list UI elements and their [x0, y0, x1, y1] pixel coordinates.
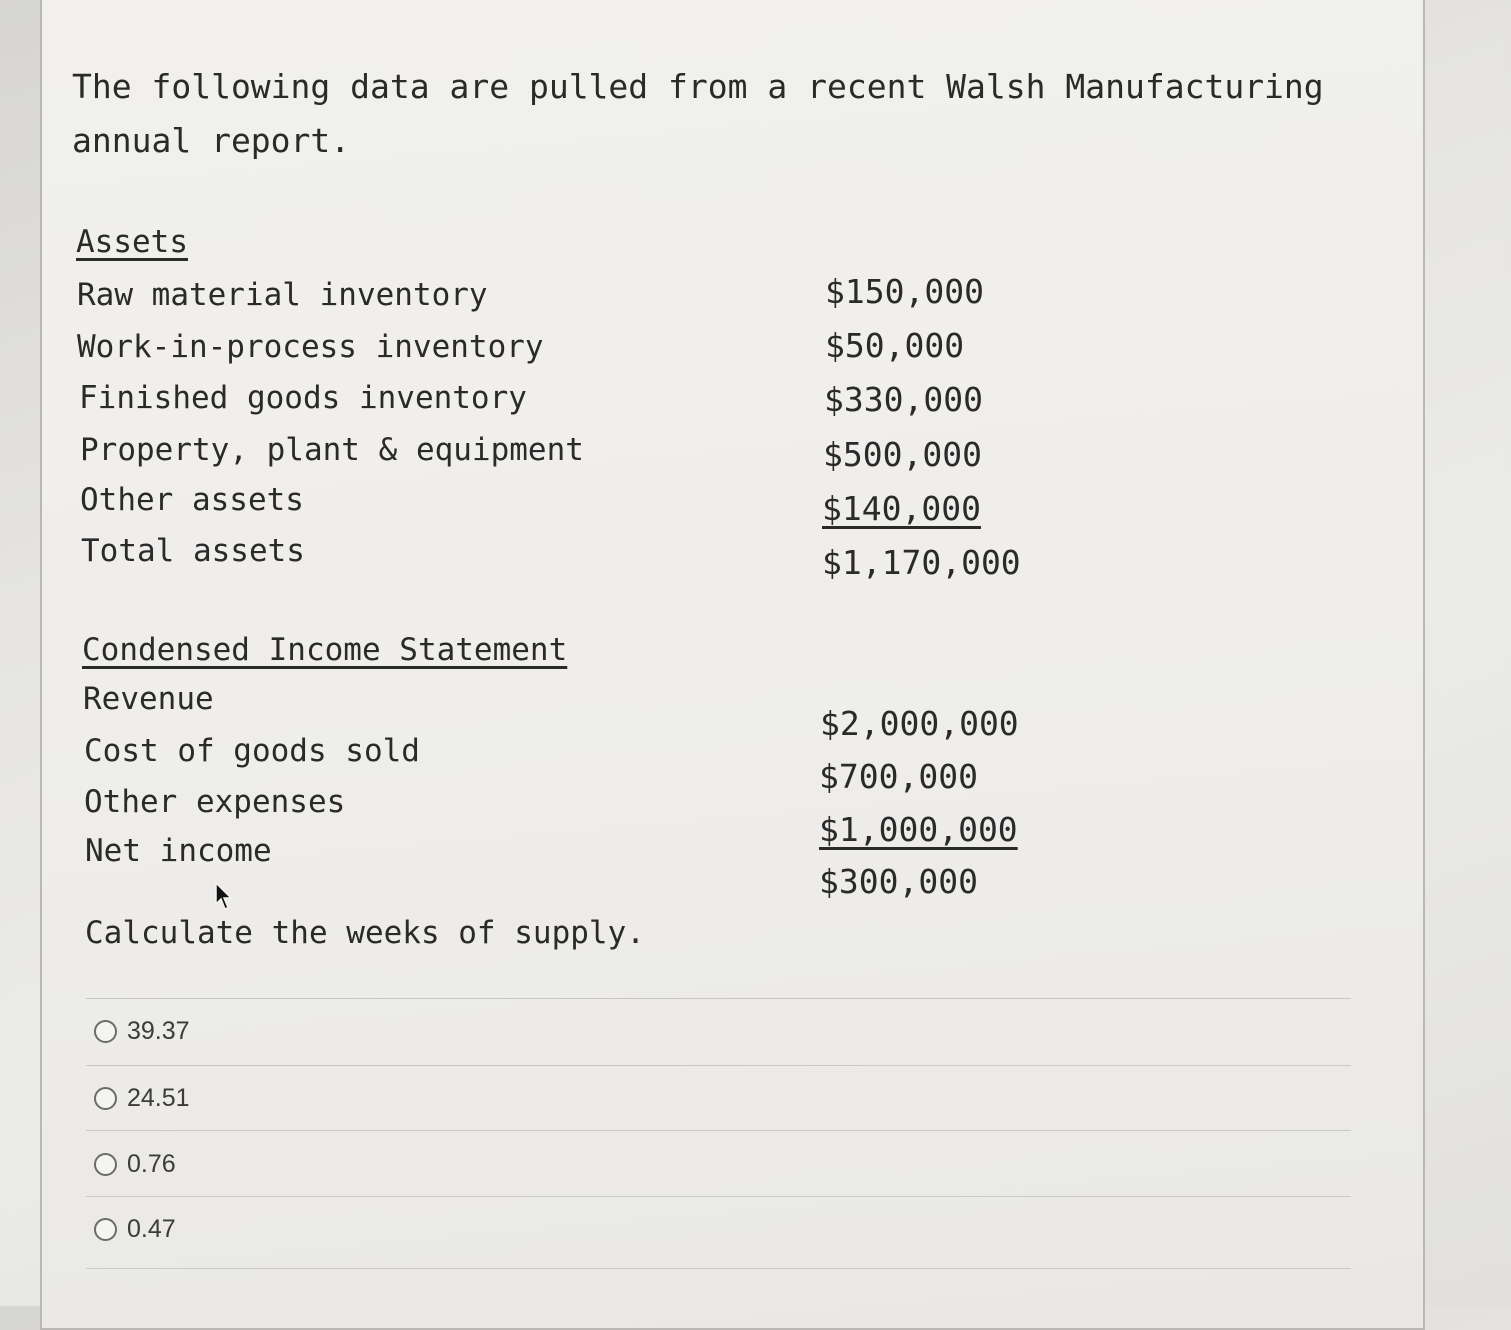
net-income-value: $300,000 [819, 862, 978, 901]
answer-option[interactable] [94, 1150, 176, 1179]
answer-option[interactable] [94, 1215, 176, 1244]
divider [86, 1130, 1351, 1131]
answer-option-label[interactable]: 39.37 [127, 1017, 190, 1045]
divider [86, 998, 1351, 999]
income-row-label: Cost of goods sold [84, 733, 420, 769]
assets-row-label: Work-in-process inventory [77, 329, 544, 365]
answer-option[interactable] [94, 1017, 190, 1046]
answer-option-label[interactable]: 24.51 [127, 1084, 190, 1112]
question-prompt: Calculate the weeks of supply. [85, 915, 645, 951]
divider [86, 1268, 1351, 1269]
assets-row-label: Property, plant & equipment [80, 432, 584, 468]
assets-row-label: Other assets [80, 482, 304, 518]
divider [86, 1065, 1351, 1066]
radio-empty-icon[interactable] [94, 1218, 117, 1241]
income-row-value: $700,000 [819, 757, 978, 796]
assets-row-value: $140,000 [822, 489, 981, 528]
assets-row-value: $330,000 [824, 380, 983, 419]
assets-total-label: Total assets [81, 533, 305, 569]
income-row-value: $1,000,000 [819, 810, 1018, 849]
income-statement-heading: Condensed Income Statement [82, 632, 568, 668]
answer-option-label[interactable]: 0.47 [127, 1215, 176, 1243]
answer-option-label[interactable]: 0.76 [127, 1150, 176, 1178]
assets-row-label: Raw material inventory [77, 277, 488, 313]
radio-empty-icon[interactable] [94, 1020, 117, 1043]
assets-heading: Assets [76, 224, 188, 260]
radio-empty-icon[interactable] [94, 1087, 117, 1110]
assets-row-value: $50,000 [825, 326, 965, 365]
assets-row-value: $500,000 [823, 435, 982, 474]
assets-row-label: Finished goods inventory [79, 380, 527, 416]
income-row-label: Other expenses [84, 784, 346, 820]
divider [86, 1196, 1351, 1197]
question-intro: The following data are pulled from a recent Walsh Manufacturing annual report. [72, 67, 1324, 160]
mouse-pointer-icon [214, 882, 236, 912]
assets-total-value: $1,170,000 [822, 543, 1021, 582]
income-row-label: Revenue [83, 681, 214, 717]
income-row-value: $2,000,000 [820, 704, 1019, 743]
assets-row-value: $150,000 [825, 272, 984, 311]
net-income-label: Net income [85, 833, 272, 869]
radio-empty-icon[interactable] [94, 1153, 117, 1176]
answer-option[interactable] [94, 1084, 190, 1113]
